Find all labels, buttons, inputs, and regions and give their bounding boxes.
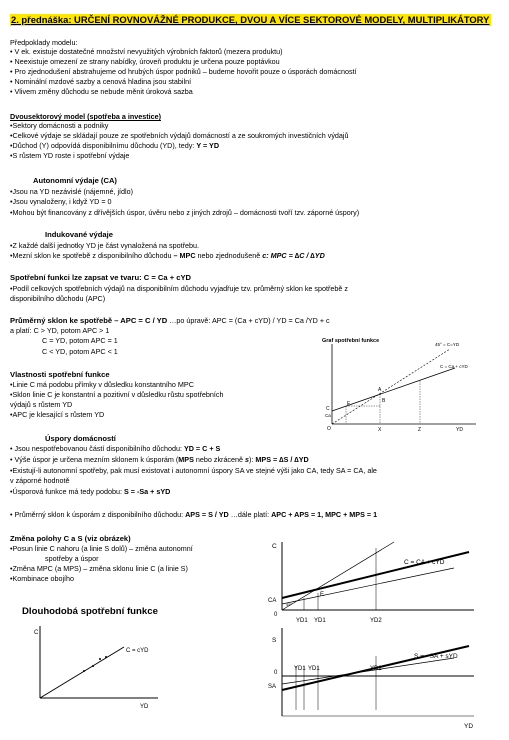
graph1-o: O	[327, 426, 331, 432]
consumption-fn-item: disponibilního důchodu (APC)	[10, 294, 106, 303]
assumption-item: • Neexistuje omezení ze strany nabídky, úroveň produktu je určena pouze poptávkou	[10, 57, 280, 66]
page-title: 2. přednáška: URČENÍ ROVNOVÁŽNÉ PRODUKCE, DVOU A VÍCE SEKTOROVÉ MODELY, MULTIPLIKÁTORY	[11, 14, 490, 25]
top-deg: 45°	[286, 602, 293, 607]
mps-label: MPS	[178, 455, 194, 464]
longrun-xlabel: YD	[140, 704, 149, 710]
longrun-heading: Dlouhodobá spotřební funkce	[22, 606, 158, 617]
top-xtick: YD2	[370, 618, 382, 624]
autonomous-item: •Jsou na YD nezávislé (nájemné, jídlo)	[10, 187, 134, 196]
props-item: výdajů s růstem YD	[10, 400, 73, 409]
bottom-o: 0	[274, 670, 278, 676]
consumption-fn-heading: Spotřební funkci lze zapsat ve tvaru: C = Ca + cYD	[10, 273, 192, 282]
graph1-xlabel: YD	[456, 427, 463, 433]
shift-item: •Kombinace obojího	[10, 574, 75, 583]
induced-heading: Indukované výdaje	[45, 230, 113, 239]
scatter-point	[105, 656, 107, 658]
savings-text: ):	[249, 455, 256, 464]
apc-tail: …po úpravě: APC = (Ca + cYD) / YD = Ca /YD + c	[167, 316, 330, 325]
graph1-point-e: E	[347, 401, 351, 407]
autonomous-item: •Mohou být financovány z dřívějších úspor, úvěru nebo z jiných zdrojů – domácnosti tvoří tzv. záporné úspory)	[10, 208, 360, 217]
two-sector-heading: Dvousektorový model (spotřeba a investice)	[10, 112, 161, 121]
mps-formula: MPS = ∆S / ∆YD	[255, 455, 309, 464]
top-ylabel: C	[272, 543, 277, 550]
longrun-graph	[30, 622, 180, 712]
assumption-item: • V ek. existuje dostatečné množství nevyužitých výrobních faktorů (mezera produktu)	[10, 47, 283, 56]
bottom-xlabel: YD	[464, 723, 474, 730]
savings-item	[10, 444, 220, 453]
mps-s: s	[245, 455, 250, 464]
savings-text: • Výše úspor je určena mezním sklonem k úsporám (	[10, 455, 179, 464]
props-item: •Linie C má podobu přímky v důsledku konstantního MPC	[10, 380, 194, 389]
mpc-formula: c: MPC = ∆C / ∆YD	[262, 251, 325, 260]
two-sector-item: •S růstem YD roste i spotřební výdaje	[10, 151, 130, 160]
graph1-point-b: B	[382, 398, 386, 404]
graph1-ylabel: C	[326, 406, 330, 412]
savings-item	[10, 455, 309, 464]
graph1-point-a: A	[378, 387, 382, 393]
savings-item: v záporné hodnotě	[10, 476, 70, 485]
props-item: •Sklon linie C je konstantní a pozitivní v důsledku růstu spotřebních	[10, 390, 224, 399]
bottom-s-label: S = - SA + sYD	[414, 653, 458, 660]
aps-line	[10, 510, 377, 519]
props-item: •APC je klesající s růstem YD	[10, 410, 105, 419]
savings-function: S = -Sa + sYD	[124, 487, 171, 496]
apc-line: C = YD, potom APC = 1	[42, 336, 118, 345]
graph1-title: Graf spotřební funkce	[322, 338, 380, 344]
graph1-diag-label: 45° = C=YD	[435, 342, 460, 347]
consumption-graph	[300, 334, 500, 444]
apc-title: Průměrný sklon ke spotřebě – APC = C / YD	[10, 316, 168, 325]
apc-line: C < YD, potom APC < 1	[42, 347, 118, 356]
longrun-ylabel: C	[34, 630, 39, 636]
aps-identity: APC + APS = 1, MPC + MPS = 1	[271, 510, 378, 519]
induced-text: nebo zjednodušeně	[195, 251, 263, 260]
longrun-line	[40, 647, 124, 698]
savings-text: • Jsou nespotřebovanou částí disponibilního důchodu:	[10, 444, 184, 453]
scatter-point	[83, 670, 85, 672]
graph1-45-line	[332, 349, 450, 424]
shift-heading: Změna polohy C a S (viz obrázek)	[10, 534, 131, 543]
consumption-fn-item: •Podíl celkových spotřebních výdajů na disponibilním důchodu vyjadřuje tzv. průměrný sklon ke spotřebě z	[10, 284, 348, 293]
graph1-xtick-z: Z	[418, 427, 422, 433]
induced-item	[10, 251, 325, 260]
savings-item: •Existují-li autonomní spotřeby, pak musí existovat i autonomní úspory SA ve stejné výši jako CA, tedy SA = CA, ale	[10, 466, 377, 475]
bottom-xtick: YD1	[308, 666, 320, 672]
aps-formula: APS = S / YD	[185, 510, 229, 519]
scatter-point	[99, 658, 101, 660]
shift-item: •Posun linie C nahoru (a linie S dolů) – změna autonomní	[10, 544, 193, 553]
graph1-ca: Ca	[325, 413, 331, 418]
two-sector-item: •Celkové výdaje se skládají pouze ze spotřebních výdajů domácností a ze soukromých investičních výdajů	[10, 131, 349, 140]
two-sector-item	[10, 141, 219, 150]
autonomous-heading: Autonomní výdaje (CA)	[33, 176, 117, 185]
assumption-item: • Nominální mzdové sazby a cenová hladina jsou stabilní	[10, 77, 192, 86]
formula-y-yd: Y = YD	[196, 141, 220, 150]
top-ca: CA	[268, 598, 277, 604]
top-xtick: YD1	[296, 618, 308, 624]
top-45-line	[282, 542, 394, 610]
savings-text: nebo zkráceně	[193, 455, 246, 464]
graph1-line-label: C = Ca + cYD	[440, 364, 468, 369]
savings-heading: Úspory domácností	[45, 434, 116, 443]
props-heading: Vlastnosti spotřební funkce	[10, 370, 110, 379]
savings-formula: YD = C + S	[183, 444, 221, 453]
graph1-xtick-x: X	[378, 427, 382, 433]
apc-line: a platí: C > YD, potom APC > 1	[10, 326, 110, 335]
two-sector-item: •Sektory domácnosti a podniky	[10, 121, 109, 130]
shift-item: •Změna MPC (a MPS) – změna sklonu linie C (a linie S)	[10, 564, 188, 573]
assumption-item: • Vlivem změny důchodu se nebude měnit úroková sazba	[10, 87, 193, 96]
mpc-label: – MPC	[173, 251, 196, 260]
induced-item: •Z každé další jednotky YD je část vynaložená na spotřebu.	[10, 241, 199, 250]
bottom-xtick: YD1	[294, 666, 306, 672]
induced-text: •Mezní sklon ke spotřebě z disponibilního důchodu	[10, 251, 174, 260]
two-sector-text: •Důchod (Y) odpovídá disponibilnímu důchodu (YD), tedy:	[10, 141, 197, 150]
savings-text: •Úsporová funkce má tedy podobu:	[10, 487, 124, 496]
graph1-c-line	[332, 368, 455, 411]
top-c-label: C = CA + cYD	[404, 559, 445, 566]
assumption-item: • Pro zjednodušení abstrahujeme od hrubých úspor podniků – budeme hovořit pouze o úsporách domácností	[10, 67, 357, 76]
savings-item	[10, 487, 170, 496]
shift-graph	[264, 538, 500, 738]
bottom-xtick: YD2	[370, 666, 382, 672]
top-e: E	[320, 592, 325, 598]
top-c-line-old	[282, 568, 454, 604]
top-o: 0	[274, 612, 278, 618]
aps-text: …dále platí:	[228, 510, 272, 519]
longrun-line-label: C = cYD	[126, 648, 149, 654]
bottom-s: S	[272, 637, 277, 644]
autonomous-item: •Jsou vynaloženy, i když YD = 0	[10, 197, 112, 206]
assumptions-heading: Předpoklady modelu:	[10, 38, 78, 47]
apc-heading	[10, 316, 330, 325]
aps-text: • Průměrný sklon k úsporám z disponibilního důchodu:	[10, 510, 186, 519]
top-xtick: YD1	[314, 618, 326, 624]
bottom-sa: SA	[268, 684, 277, 690]
shift-item: spotřeby a úspor	[45, 554, 99, 563]
scatter-point	[92, 665, 94, 667]
